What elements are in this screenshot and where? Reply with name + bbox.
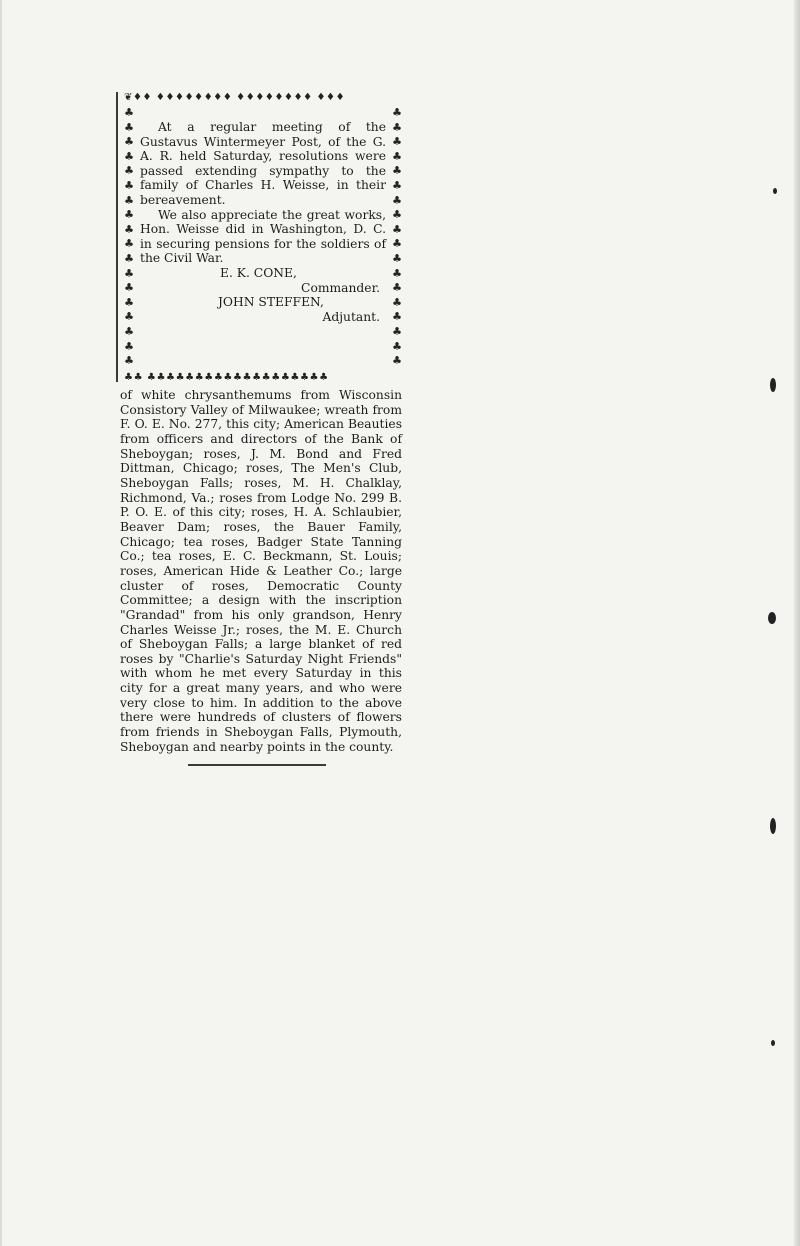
scan-speck — [770, 378, 776, 392]
notice-paragraph-2: We also appreciate the great works, Hon. Weisse did in Washington, D. C. in securing pensions for the soldiers of the Civil War. — [140, 207, 386, 266]
signer-1-title: Commander. — [301, 280, 380, 295]
signer-2-title: Adjutant. — [322, 309, 380, 324]
signer-1-name: E. K. CONE, — [220, 265, 297, 280]
newspaper-clipping — [116, 92, 412, 766]
scan-edge-left — [0, 0, 2, 1246]
notice-paragraph-1: At a regular meeting of the Gustavus Wintermeyer Post, of the G. A. R. held Saturday, resolutions were passed extending sympathy to the family of Charles H. Weisse, in their bereavement. — [140, 120, 386, 207]
scan-speck — [770, 818, 776, 834]
article-end-rule — [188, 764, 326, 766]
ornament-border-top: ❦♦♦ ♦♦♦♦♦♦♦♦ ♦♦♦♦♦♦♦♦ ♦♦♦ — [124, 92, 346, 103]
scan-speck — [768, 612, 776, 624]
ornament-border-bottom: ♣♣ ♣♣♣♣♣♣♣♣♣♣♣♣♣♣♣♣♣♣♣ — [124, 372, 329, 383]
scan-speck — [771, 1040, 775, 1046]
signer-2-name: JOHN STEFFEN, — [218, 295, 324, 310]
notice-text — [140, 120, 386, 324]
resolution-notice-box — [116, 92, 410, 382]
ornament-border-right: ♣ ♣ ♣ ♣ ♣ ♣ ♣ ♣ ♣ ♣ ♣ ♣ ♣ ♣ ♣ ♣ ♣ ♣ — [392, 106, 402, 368]
scan-speck — [773, 188, 777, 194]
ornament-border-left: ♣ ♣ ♣ ♣ ♣ ♣ ♣ ♣ ♣ ♣ ♣ ♣ ♣ ♣ ♣ ♣ ♣ ♣ — [124, 106, 134, 368]
scan-edge-right — [794, 0, 800, 1246]
article-body: of white chrysanthemums from Wisconsin Consistory Valley of Milwaukee; wreath from F. O. E. No. 277, this city; American Beauties from officers and directors of the Bank of Sheboygan; roses, J. M. Bond and Fred Dittman, Chicago; roses, The Men's Club, Sheboygan Falls; roses, M. H. Chalklay, Richmond, Va.; roses from Lodge No. 299 B. P. O. E. of this city; roses, H. A. Schlaubier, Beaver Dam; roses, the Bauer Family, Chicago; tea roses, Badger State Tanning Co.; tea roses, E. C. Beckmann, St. Louis; roses, American Hide & Leather Co.; large cluster of roses, Democratic County Committee; a design with the inscription "Grandad" from his only grandson, Henry Charles Weisse Jr.; roses, the M. E. Church of Sheboygan Falls; a large blanket of red roses by "Charlie's Saturday Night Friends" with whom he met every Saturday in this city for a great many years, and who were very close to him. In addition to the above there were hundreds of clusters of flowers from friends in Sheboygan Falls, Plymouth, Sheboygan and nearby points in the county. — [120, 388, 402, 754]
